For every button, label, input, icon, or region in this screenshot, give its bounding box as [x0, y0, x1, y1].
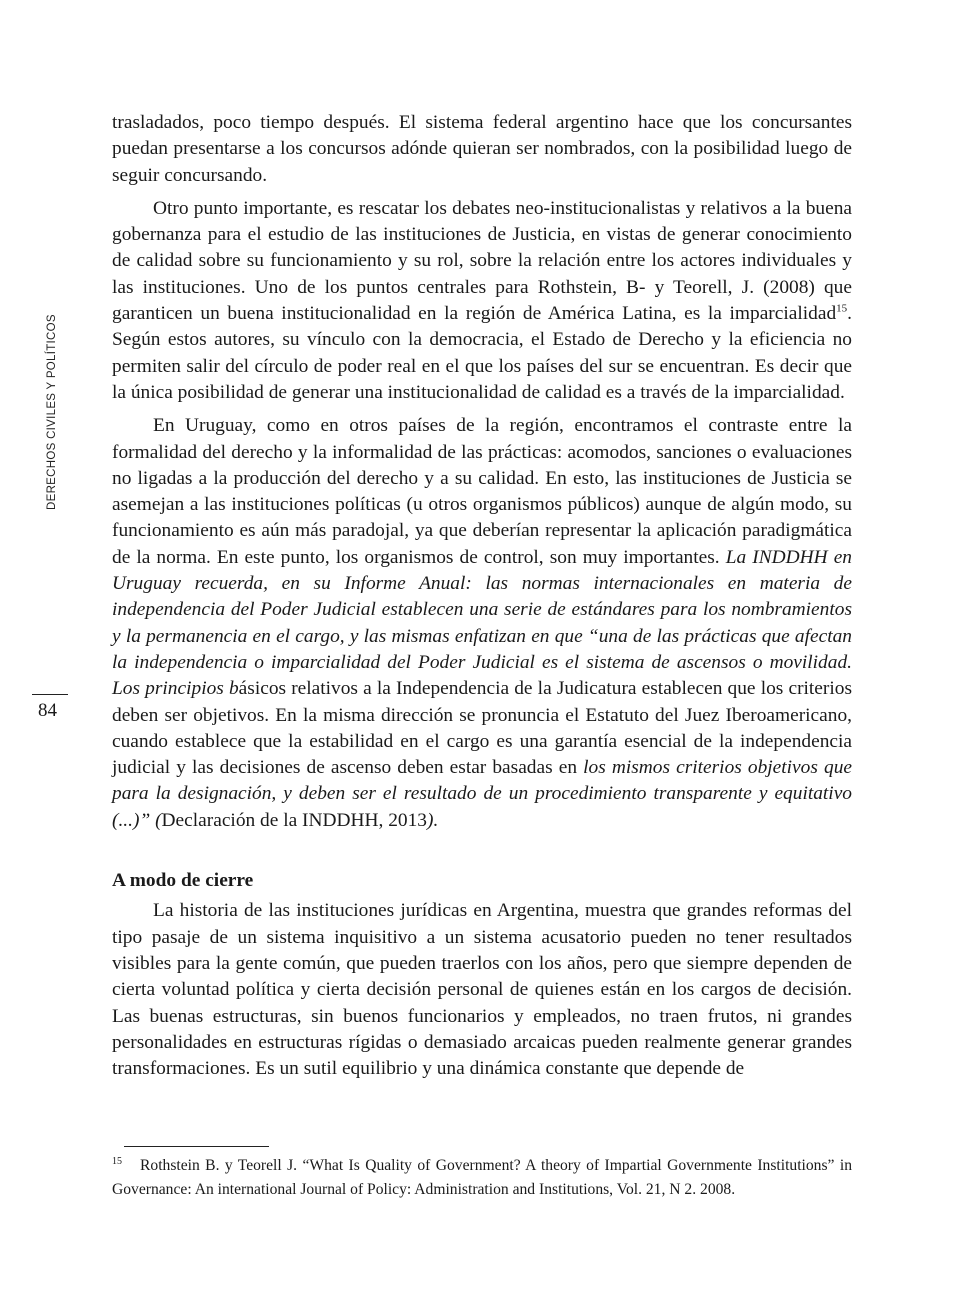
paragraph-1: trasladados, poco tiempo después. El sistema federal argentino hace que los concursantes puedan presentarse a los concursos adónde quieran ser nombrados, con la posibilidad luego de seguir concursando. [112, 112, 852, 186]
section-heading: A modo de cierre [112, 870, 254, 892]
page-number-rule [32, 694, 68, 695]
running-header: DERECHOS CIVILES Y POLÍTICOS [46, 314, 58, 510]
footnote-number: 15 [112, 1155, 122, 1167]
paragraph-3-text-2: ásicos relativos a la Independencia de la Judicatura establecen que los criterios deben ser objetivos. En la misma dirección se pronuncia el Estatuto del Juez Iberoamericano, cuando establece que la estabilidad en el cargo es una garantía esencial de la independencia judicial y las decisiones de ascenso deben estar basadas en [112, 678, 853, 779]
footnote [112, 1154, 852, 1202]
paragraph-3-quote-end: ). [427, 809, 439, 831]
body-text [112, 110, 852, 1089]
paragraph-3 [112, 413, 852, 834]
paragraph-2-part-1: Otro punto importante, es rescatar los debates neo-institucionalistas y relativos a la buena gobernanza para el estudio de las instituciones de Justicia, en vistas de generar conocimiento de calidad sobre su funcionamiento y su rol, sobre la relación entre los actores individuales y las instituciones. Uno de los puntos centrales para Rothstein, B- y Teorell, J. (2008) que garanticen un buena institucionalidad en la región de América Latina, es la imparcialidad [112, 197, 852, 325]
page-number: 84 [38, 700, 57, 721]
footnote-reference[interactable]: 15 [836, 302, 848, 315]
closing-paragraph: La historia de las instituciones jurídicas en Argentina, muestra que grandes reformas del tipo pasaje de un sistema inquisitivo a un sistema acusatorio pueden no tener resultados visibles para la gente común, que pueden traerlos con los años, pero que siempre dependen de cierta voluntad política y cierta decisión personal de quienes están en los cargos de decisión. Las buenas estructuras, sin buenos funcionarios y empleados, no traen frutos, ni grandes personalidades en estructuras rígidas o demasiado arcaicas pueden realmente generar grandes transformaciones. Es un sutil equilibrio y una dinámica constante que depende de [112, 900, 852, 1080]
paragraph-2-part-2: . Según estos autores, su vínculo con la democracia, el Estado de Derecho y la eficiencia no permiten salir del círculo de poder real en el que los países del sur se encuentran. Es decir que la única posibilidad de generar una institucionalidad de calidad es a través de la imparcialidad. [112, 303, 852, 403]
footnote-rule [124, 1146, 269, 1147]
paragraph-3-quote-2: los mismos criterios objetivos que para la designación, y deben ser el resultado de un procedimiento transparente y equitativo (...)” ( [112, 757, 852, 831]
paragraph-2 [112, 196, 852, 406]
footnote-text: Rothstein B. y Teorell J. “What Is Quality of Government? A theory of Impartial Governmente Institutions” in Governance: An international Journal of Policy: Administration and Institutions, Vol. 21, N 2. 2008. [112, 1157, 852, 1198]
paragraph-3-text-3: Declaración de la INDDHH, 2013 [161, 809, 427, 831]
paragraph-3-text-1: En Uruguay, como en otros países de la región, encontramos el contraste entre la formalidad del derecho y la informalidad de las prácticas: acomodos, sanciones o evaluaciones no ligadas a la producción del derecho y a su calidad. En esto, las instituciones de Justicia se asemejan a las instituciones políticas (u otros organismos públicos) aunque de algún modo, su funcionamiento es aún más paradojal, ya que deberían representar la aplicación paradigmática de la norma. En este punto, los organismos de control, son muy importantes. [112, 415, 852, 568]
paragraph-3-quote-1: La INDDHH en Uruguay recuerda, en su Informe Anual: las normas internacionales en materia de independencia del Poder Judicial establecen una serie de estándares para los nombramientos y la permanencia en el cargo, y las mismas enfatizan en que “una de las prácticas que afectan la independencia o imparcialidad del Poder Judicial es el sistema de ascensos o movilidad. Los principios b [112, 546, 853, 700]
